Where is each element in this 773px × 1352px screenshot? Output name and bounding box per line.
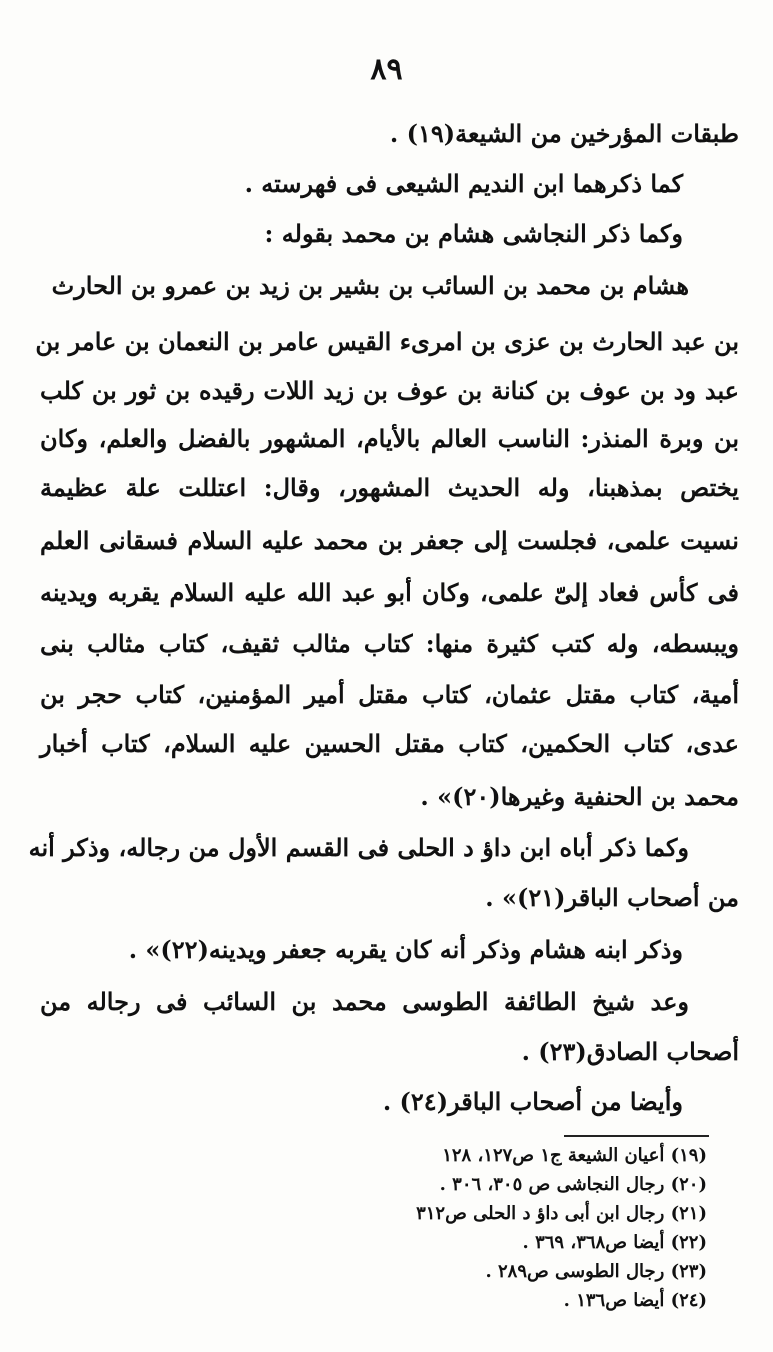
text-line: وكما ذكر النجاشى هشام بن محمد بقوله :	[264, 219, 683, 248]
text-line: بن وبرة المنذر: الناسب العالم بالأيام، المشهور بالفضل والعلم، وكان	[40, 424, 739, 453]
text-line: عبد ود بن عوف بن كنانة بن عوف بن زيد اللات رقيده بن ثور بن كلب	[40, 376, 739, 405]
text-line: أمية، كتاب مقتل عثمان، كتاب مقتل أمير المؤمنين، كتاب حجر بن	[40, 680, 739, 709]
page-number: ٨٩	[370, 52, 403, 87]
footnote: (٢٤) أيضا ص١٣٦ .	[563, 1290, 707, 1311]
footnote: (٢٣) رجال الطوسى ص٢٨٩ .	[485, 1261, 707, 1282]
text-line: وعد شيخ الطائفة الطوسى محمد بن السائب فى رجاله من	[40, 987, 689, 1016]
text-line: ويبسطه، وله كتب كثيرة منها: كتاب مثالب ثقيف، كتاب مثالب بنى	[40, 629, 739, 658]
text-line: هشام بن محمد بن السائب بن بشير بن زيد بن عمرو بن الحارث	[51, 271, 689, 300]
footnote-divider	[564, 1135, 709, 1137]
footnote: (٢٢) أيضا ص٣٦٨، ٣٦٩ .	[522, 1232, 707, 1253]
text-line: طبقات المؤرخين من الشيعة(١٩) .	[389, 119, 739, 148]
text-line: كما ذكرهما ابن النديم الشيعى فى فهرسته .	[244, 169, 683, 198]
footnote: (١٩) أعيان الشيعة ج١ ص١٢٧، ١٢٨	[442, 1145, 707, 1166]
text-line: من أصحاب الباقر(٢١)» .	[485, 883, 739, 912]
text-line: وذكر ابنه هشام وذكر أنه كان يقربه جعفر ويدينه(٢٢)» .	[128, 935, 683, 964]
text-line: نسيت علمى، فجلست إلى جعفر بن محمد عليه السلام فسقانى العلم	[40, 526, 739, 555]
footnote: (٢١) رجال ابن أبى داؤ د الحلى ص٣١٢	[416, 1203, 707, 1224]
text-line: عدى، كتاب الحكمين، كتاب مقتل الحسين عليه السلام، كتاب أخبار	[40, 729, 739, 758]
text-line: وأيضا من أصحاب الباقر(٢٤) .	[382, 1087, 683, 1116]
text-line: محمد بن الحنفية وغيرها(٢٠)» .	[420, 782, 739, 811]
text-line: أصحاب الصادق(٢٣) .	[521, 1037, 739, 1066]
footnote: (٢٠) رجال النجاشى ص ٣٠٥، ٣٠٦ .	[439, 1174, 707, 1195]
text-line: بن عبد الحارث بن عزى بن امرىء القيس عامر بن النعمان بن عامر بن	[35, 327, 739, 356]
text-line: وكما ذكر أباه ابن داؤ د الحلى فى القسم الأول من رجاله، وذكر أنه	[28, 833, 689, 862]
text-line: فى كأس فعاد إلىّ علمى، وكان أبو عبد الله عليه السلام يقربه ويدينه	[40, 578, 739, 607]
text-line: يختص بمذهبنا، وله الحديث المشهور، وقال: اعتللت علة عظيمة	[40, 473, 739, 502]
